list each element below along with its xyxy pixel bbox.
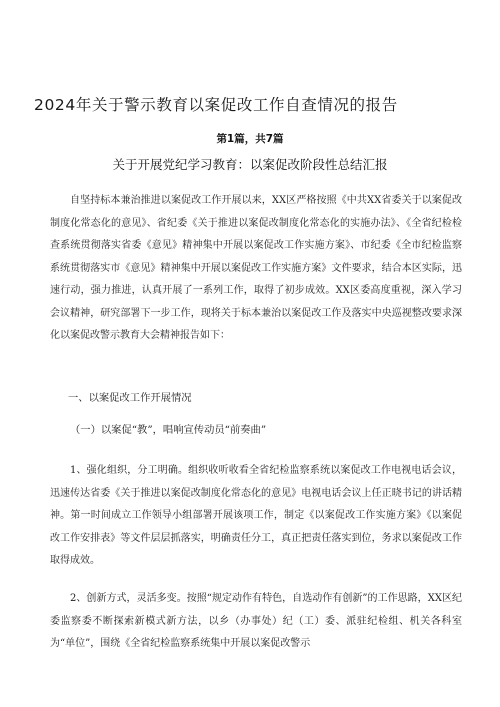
subsection-heading: （一）以案促“教”，唱响宣传动员“前奏曲” [70,424,267,436]
part-label: 第1篇，共7篇 [216,133,284,145]
document-title: 2024年关于警示教育以案促改工作自查情况的报告 [34,96,398,114]
article-subtitle: 关于开展党纪学习教育：以案促改阶段性总结汇报 [112,157,388,172]
intro-paragraph: 自坚持标本兼治推进以案促改工作开展以来，XX区严格按照《中共XX省委关于以案促改制度化常态化的意见》、省纪委《关于推进以案促改制度化常态化的实施办法》、《全省纪检检查系统贯彻落实省委《意见》精神集中开展以案促改工作实施方案》、市纪委《全市纪检监察系统贯彻落实市《意见》精神集中开展以案促改工作实施方案》文件要求，结合本区实际，迅速行动，强力推进，认真开展了一系列工作，取得了初步成效。XX区委高度重视，深入学习会议精神，研究部署下一步工作，现将关于标本兼治以案促改工作及落实中央巡视整改要求深化以案促改警示教育大会精神报告如下： [50,195,462,341]
section-heading: 一、以案促改工作开展情况 [68,392,192,404]
body-paragraph-1: 1、强化组织，分工明确。组织收听收看全省纪检监察系统以案促改工作电视电话会议，迅速传达省委《关于推进以案促改制度化常态化的意见》电视电话会议上任正晓书记的讲话精神。第一时间成立工作领导小组部署开展该项工作，制定《以案促改工作实施方案》《以案促改工作安排表》等文件层层抓落实，明确责任分工，真正把责任落实到位，务求以案促改工作取得成效。 [50,465,462,566]
body-paragraph-2: 2、创新方式，灵活多变。按照“规定动作有特色，自选动作有创新”的工作思路，XX区纪委监察委不断探索新模式新方法，以乡（办事处）纪（工）委、派驻纪检组、机关各科室为“单位”，围绕《全省纪检监察系统集中开展以案促改警示 [50,593,462,649]
